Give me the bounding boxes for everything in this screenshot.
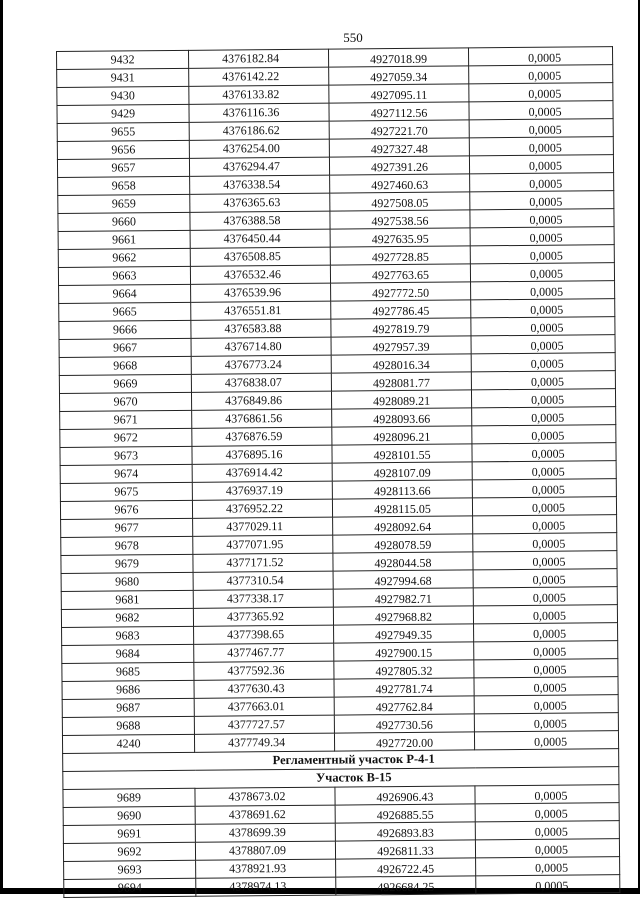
y-coordinate-cell: 4928089.21 [331,390,471,409]
section-title: Регламентный участок Р-4-1 [63,749,619,772]
error-cell: 0,0005 [471,281,615,300]
x-coordinate-cell: 4376142.22 [189,67,329,86]
y-coordinate-cell: 4928101.55 [332,444,472,463]
x-coordinate-cell: 4376583.88 [191,319,331,338]
x-coordinate-cell: 4376849.86 [191,391,331,410]
point-number-cell: 9658 [58,176,190,195]
error-cell: 0,0005 [471,335,615,354]
y-coordinate-cell: 4927095.11 [329,84,469,103]
x-coordinate-cell: 4378691.62 [195,805,335,824]
x-coordinate-cell: 4376773.24 [191,355,331,374]
y-coordinate-cell: 4927805.32 [334,660,474,679]
error-cell: 0,0005 [475,785,619,804]
point-number-cell: 9682 [61,608,193,627]
error-cell: 0,0005 [474,713,618,732]
point-number-cell: 9665 [59,302,191,321]
x-coordinate-cell: 4377630.43 [194,679,334,698]
table-body-main [57,47,619,754]
point-number-cell: 9684 [62,644,194,663]
x-coordinate-cell: 4376838.07 [191,373,331,392]
x-coordinate-cell: 4377727.57 [194,715,334,734]
point-number-cell: 9660 [58,212,190,231]
point-number-cell: 9675 [60,482,192,501]
error-cell: 0,0005 [471,317,615,336]
point-number-cell: 9671 [60,410,192,429]
y-coordinate-cell: 4927730.56 [334,714,474,733]
point-number-cell: 9690 [63,806,195,825]
x-coordinate-cell: 4376937.19 [192,481,332,500]
error-cell: 0,0005 [471,371,615,390]
point-number-cell: 9686 [62,680,194,699]
x-coordinate-cell: 4378974.13 [196,877,336,896]
x-coordinate-cell: 4376914.42 [192,463,332,482]
x-coordinate-cell: 4376294.47 [189,157,329,176]
error-cell: 0,0005 [472,407,616,426]
y-coordinate-cell: 4927949.35 [334,624,474,643]
y-coordinate-cell: 4927819.79 [331,318,471,337]
point-number-cell: 9689 [63,788,195,807]
y-coordinate-cell: 4926811.33 [335,840,475,859]
point-number-cell: 9672 [60,428,192,447]
section-headers [63,749,619,790]
y-coordinate-cell: 4926906.43 [335,786,475,805]
x-coordinate-cell: 4376365.63 [190,193,330,212]
x-coordinate-cell: 4377749.34 [194,733,334,752]
error-cell: 0,0005 [471,389,615,408]
y-coordinate-cell: 4926885.55 [335,804,475,823]
y-coordinate-cell: 4926684.25 [336,876,476,895]
y-coordinate-cell: 4928107.09 [332,462,472,481]
error-cell: 0,0005 [472,461,616,480]
x-coordinate-cell: 4377467.77 [194,643,334,662]
y-coordinate-cell: 4927460.63 [330,174,470,193]
error-cell: 0,0005 [474,695,618,714]
point-number-cell: 9432 [57,50,189,69]
point-number-cell: 9679 [61,554,193,573]
y-coordinate-cell: 4927900.15 [334,642,474,661]
y-coordinate-cell: 4927018.99 [328,48,468,67]
y-coordinate-cell: 4928113.66 [332,480,472,499]
y-coordinate-cell: 4927772.50 [331,282,471,301]
y-coordinate-cell: 4927327.48 [329,138,469,157]
x-coordinate-cell: 4376116.36 [189,103,329,122]
x-coordinate-cell: 4377338.17 [193,589,333,608]
error-cell: 0,0005 [469,65,613,84]
error-cell: 0,0005 [474,641,618,660]
point-number-cell: 9685 [62,662,194,681]
y-coordinate-cell: 4927508.05 [330,192,470,211]
point-number-cell: 9664 [59,284,191,303]
y-coordinate-cell: 4927957.39 [331,336,471,355]
y-coordinate-cell: 4928093.66 [332,408,472,427]
point-number-cell: 9693 [64,860,196,879]
y-coordinate-cell: 4927538.56 [330,210,470,229]
y-coordinate-cell: 4927781.74 [334,678,474,697]
scan-border-left [0,0,3,894]
point-number-cell: 9673 [60,446,192,465]
x-coordinate-cell: 4376450.44 [190,229,330,248]
y-coordinate-cell: 4927221.70 [329,120,469,139]
error-cell: 0,0005 [471,299,615,318]
error-cell: 0,0005 [469,155,613,174]
x-coordinate-cell: 4377310.54 [193,571,333,590]
x-coordinate-cell: 4377592.36 [194,661,334,680]
point-number-cell: 4240 [62,734,194,753]
error-cell: 0,0005 [475,821,619,840]
x-coordinate-cell: 4376876.59 [192,427,332,446]
point-number-cell: 9687 [62,698,194,717]
error-cell: 0,0005 [470,209,614,228]
error-cell: 0,0005 [473,605,617,624]
error-cell: 0,0005 [472,443,616,462]
error-cell: 0,0005 [474,659,618,678]
x-coordinate-cell: 4376861.56 [192,409,332,428]
error-cell: 0,0005 [476,857,620,876]
y-coordinate-cell: 4927994.68 [333,570,473,589]
x-coordinate-cell: 4376508.85 [190,247,330,266]
y-coordinate-cell: 4928081.77 [331,372,471,391]
point-number-cell: 9670 [59,392,191,411]
x-coordinate-cell: 4376952.22 [192,499,332,518]
table-row [64,875,620,898]
error-cell: 0,0005 [470,227,614,246]
x-coordinate-cell: 4377071.95 [193,535,333,554]
point-number-cell: 9691 [63,824,195,843]
y-coordinate-cell: 4927059.34 [329,66,469,85]
error-cell: 0,0005 [469,137,613,156]
y-coordinate-cell: 4928078.59 [333,534,473,553]
x-coordinate-cell: 4376133.82 [189,85,329,104]
coordinates-table-wrapper [56,46,619,898]
subsection-title: Участок В-15 [63,767,619,790]
error-cell: 0,0005 [473,587,617,606]
point-number-cell: 9667 [59,338,191,357]
x-coordinate-cell: 4376895.16 [192,445,332,464]
y-coordinate-cell: 4926893.83 [335,822,475,841]
error-cell: 0,0005 [475,803,619,822]
y-coordinate-cell: 4928016.34 [331,354,471,373]
y-coordinate-cell: 4927720.00 [334,732,474,751]
point-number-cell: 9663 [58,266,190,285]
point-number-cell: 9680 [61,572,193,591]
error-cell: 0,0005 [472,497,616,516]
error-cell: 0,0005 [472,479,616,498]
error-cell: 0,0005 [474,677,618,696]
error-cell: 0,0005 [473,569,617,588]
x-coordinate-cell: 4376539.96 [191,283,331,302]
point-number-cell: 9430 [57,86,189,105]
error-cell: 0,0005 [471,353,615,372]
coordinates-table [56,46,620,898]
error-cell: 0,0005 [469,101,613,120]
y-coordinate-cell: 4927635.95 [330,228,470,247]
x-coordinate-cell: 4378699.39 [195,823,335,842]
table-body-section [63,785,620,898]
point-number-cell: 9659 [58,194,190,213]
x-coordinate-cell: 4376532.46 [190,265,330,284]
point-number-cell: 9677 [61,518,193,537]
x-coordinate-cell: 4378807.09 [195,841,335,860]
x-coordinate-cell: 4377029.11 [193,517,333,536]
point-number-cell: 9656 [57,140,189,159]
point-number-cell: 9655 [57,122,189,141]
x-coordinate-cell: 4376254.00 [189,139,329,158]
y-coordinate-cell: 4927763.65 [330,264,470,283]
x-coordinate-cell: 4376714.80 [191,337,331,356]
x-coordinate-cell: 4376338.54 [190,175,330,194]
error-cell: 0,0005 [474,731,618,750]
x-coordinate-cell: 4377398.65 [194,625,334,644]
error-cell: 0,0005 [469,83,613,102]
point-number-cell: 9674 [60,464,192,483]
error-cell: 0,0005 [470,245,614,264]
point-number-cell: 9662 [58,248,190,267]
x-coordinate-cell: 4377365.92 [193,607,333,626]
point-number-cell: 9694 [64,878,196,897]
point-number-cell: 9429 [57,104,189,123]
point-number-cell: 9692 [63,842,195,861]
point-number-cell: 9681 [61,590,193,609]
point-number-cell: 9683 [62,626,194,645]
y-coordinate-cell: 4927982.71 [333,588,473,607]
error-cell: 0,0005 [476,875,620,894]
error-cell: 0,0005 [474,623,618,642]
error-cell: 0,0005 [473,551,617,570]
point-number-cell: 9669 [59,374,191,393]
y-coordinate-cell: 4927112.56 [329,102,469,121]
error-cell: 0,0005 [468,47,612,66]
y-coordinate-cell: 4927968.82 [333,606,473,625]
error-cell: 0,0005 [473,533,617,552]
x-coordinate-cell: 4377171.52 [193,553,333,572]
x-coordinate-cell: 4376551.81 [191,301,331,320]
error-cell: 0,0005 [472,425,616,444]
point-number-cell: 9431 [57,68,189,87]
point-number-cell: 9666 [59,320,191,339]
y-coordinate-cell: 4928115.05 [332,498,472,517]
x-coordinate-cell: 4376182.84 [188,49,328,68]
y-coordinate-cell: 4927391.26 [329,156,469,175]
x-coordinate-cell: 4376186.62 [189,121,329,140]
error-cell: 0,0005 [470,263,614,282]
error-cell: 0,0005 [470,173,614,192]
point-number-cell: 9657 [57,158,189,177]
point-number-cell: 9688 [62,716,194,735]
point-number-cell: 9668 [59,356,191,375]
error-cell: 0,0005 [473,515,617,534]
y-coordinate-cell: 4927762.84 [334,696,474,715]
x-coordinate-cell: 4376388.58 [190,211,330,230]
y-coordinate-cell: 4928092.64 [333,516,473,535]
x-coordinate-cell: 4378673.02 [195,787,335,806]
error-cell: 0,0005 [470,191,614,210]
y-coordinate-cell: 4928044.58 [333,552,473,571]
y-coordinate-cell: 4928096.21 [332,426,472,445]
page-number: 550 [343,30,363,45]
x-coordinate-cell: 4378921.93 [196,859,336,878]
x-coordinate-cell: 4377663.01 [194,697,334,716]
point-number-cell: 9661 [58,230,190,249]
point-number-cell: 9678 [61,536,193,555]
error-cell: 0,0005 [475,839,619,858]
error-cell: 0,0005 [469,119,613,138]
y-coordinate-cell: 4927728.85 [330,246,470,265]
y-coordinate-cell: 4926722.45 [336,858,476,877]
y-coordinate-cell: 4927786.45 [331,300,471,319]
point-number-cell: 9676 [60,500,192,519]
